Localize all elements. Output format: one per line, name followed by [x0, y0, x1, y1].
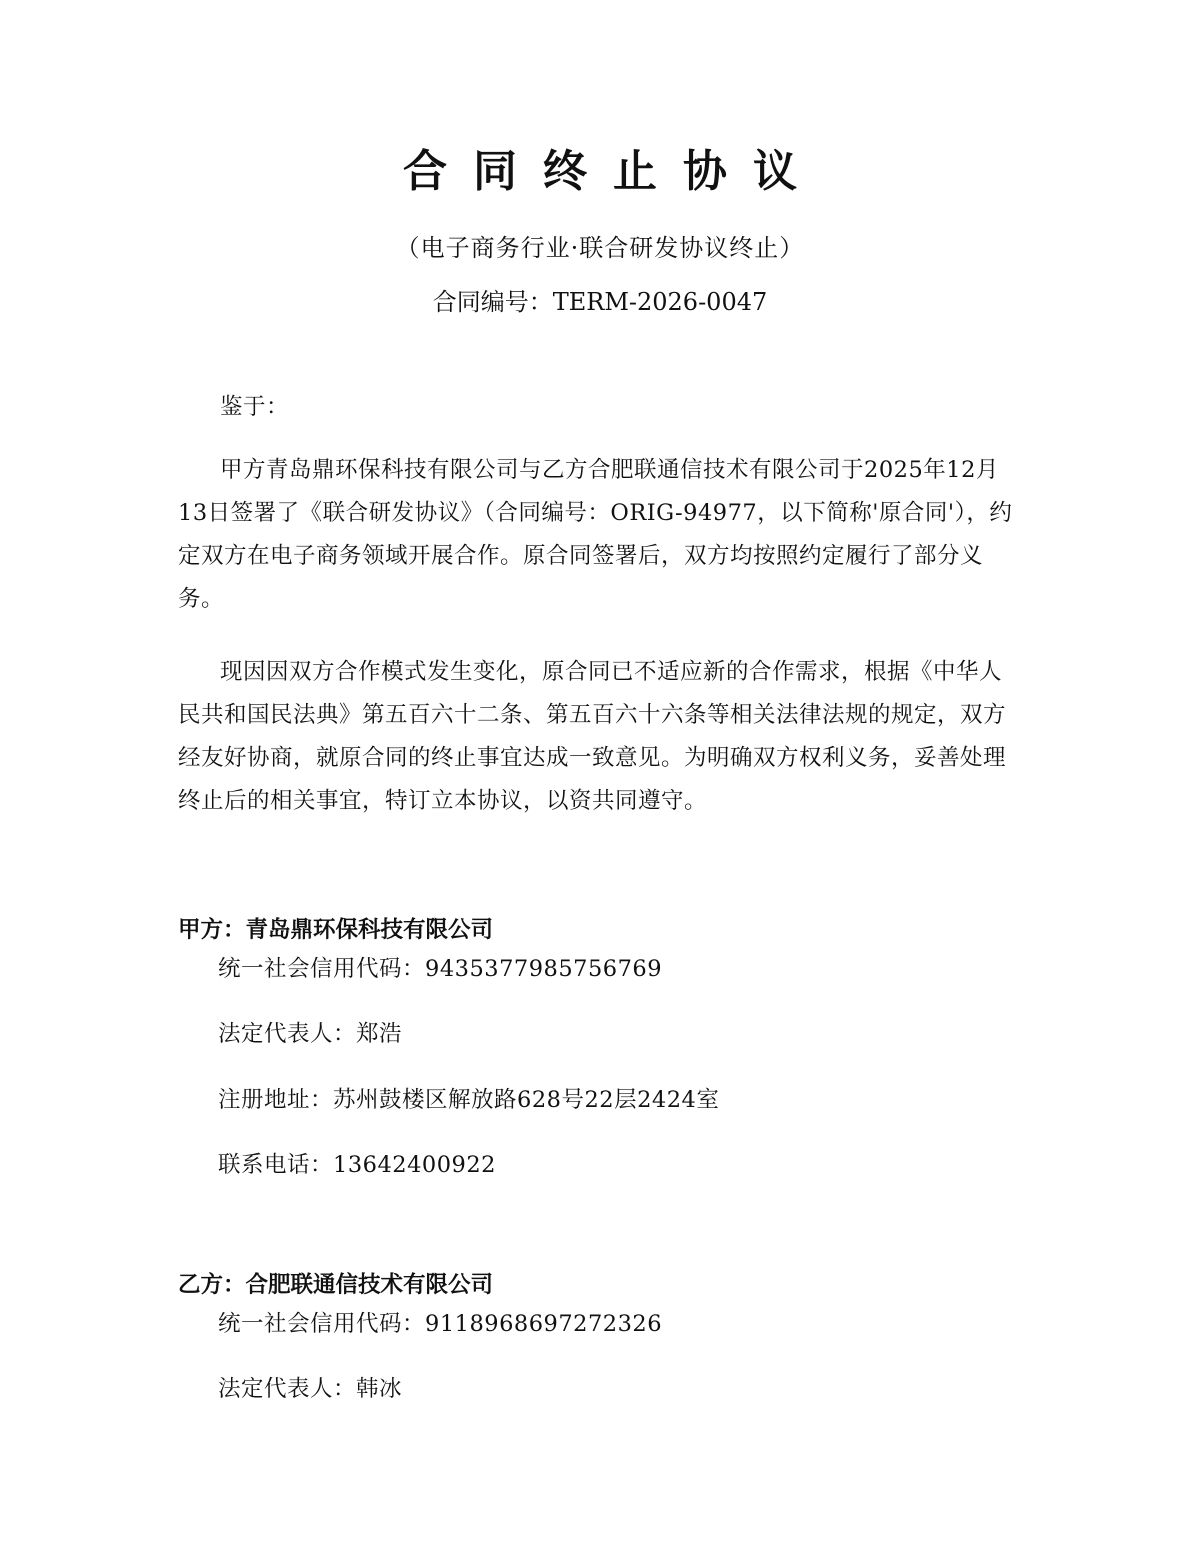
- party-a-heading: 甲方：青岛鼎环保科技有限公司: [178, 917, 494, 943]
- party-b-credit-code: 统一社会信用代码：9118968697272326: [218, 1311, 663, 1337]
- document-title: 合同终止协议: [403, 146, 823, 197]
- contract-number: 合同编号：TERM-2026-0047: [432, 288, 768, 316]
- party-a-legal-rep: 法定代表人：郑浩: [218, 1021, 403, 1047]
- party-b-heading: 乙方：合肥联通信技术有限公司: [178, 1272, 494, 1298]
- party-a-phone: 联系电话：13642400922: [218, 1152, 496, 1178]
- document-subtitle: （电子商务行业·联合研发协议终止）: [395, 234, 805, 262]
- recital-paragraph-2: 现因因双方合作模式发生变化，原合同已不适应新的合作需求，根据《中华人民共和国民法典》第五百六十二条、第五百六十六条等相关法律法规的规定，双方经友好协商，就原合同的终止事宜达成一致意见。为明确双方权利义务，妥善处理终止后的相关事宜，特订立本协议，以资共同遵守。: [178, 659, 1007, 814]
- party-b-legal-rep: 法定代表人：韩冰: [218, 1376, 403, 1402]
- party-a-address: 注册地址：苏州鼓楼区解放路628号22层2424室: [218, 1087, 720, 1113]
- recital-paragraph-1: 甲方青岛鼎环保科技有限公司与乙方合肥联通信技术有限公司于2025年12月13日签署了《联合研发协议》（合同编号：ORIG-94977，以下简称'原合同'），约定双方在电子商务领域开展合作。原合同签署后，双方均按照约定履行了部分义务。: [178, 457, 1013, 612]
- whereas-label: 鉴于：: [220, 394, 290, 420]
- party-a-credit-code: 统一社会信用代码：9435377985756769: [218, 956, 663, 982]
